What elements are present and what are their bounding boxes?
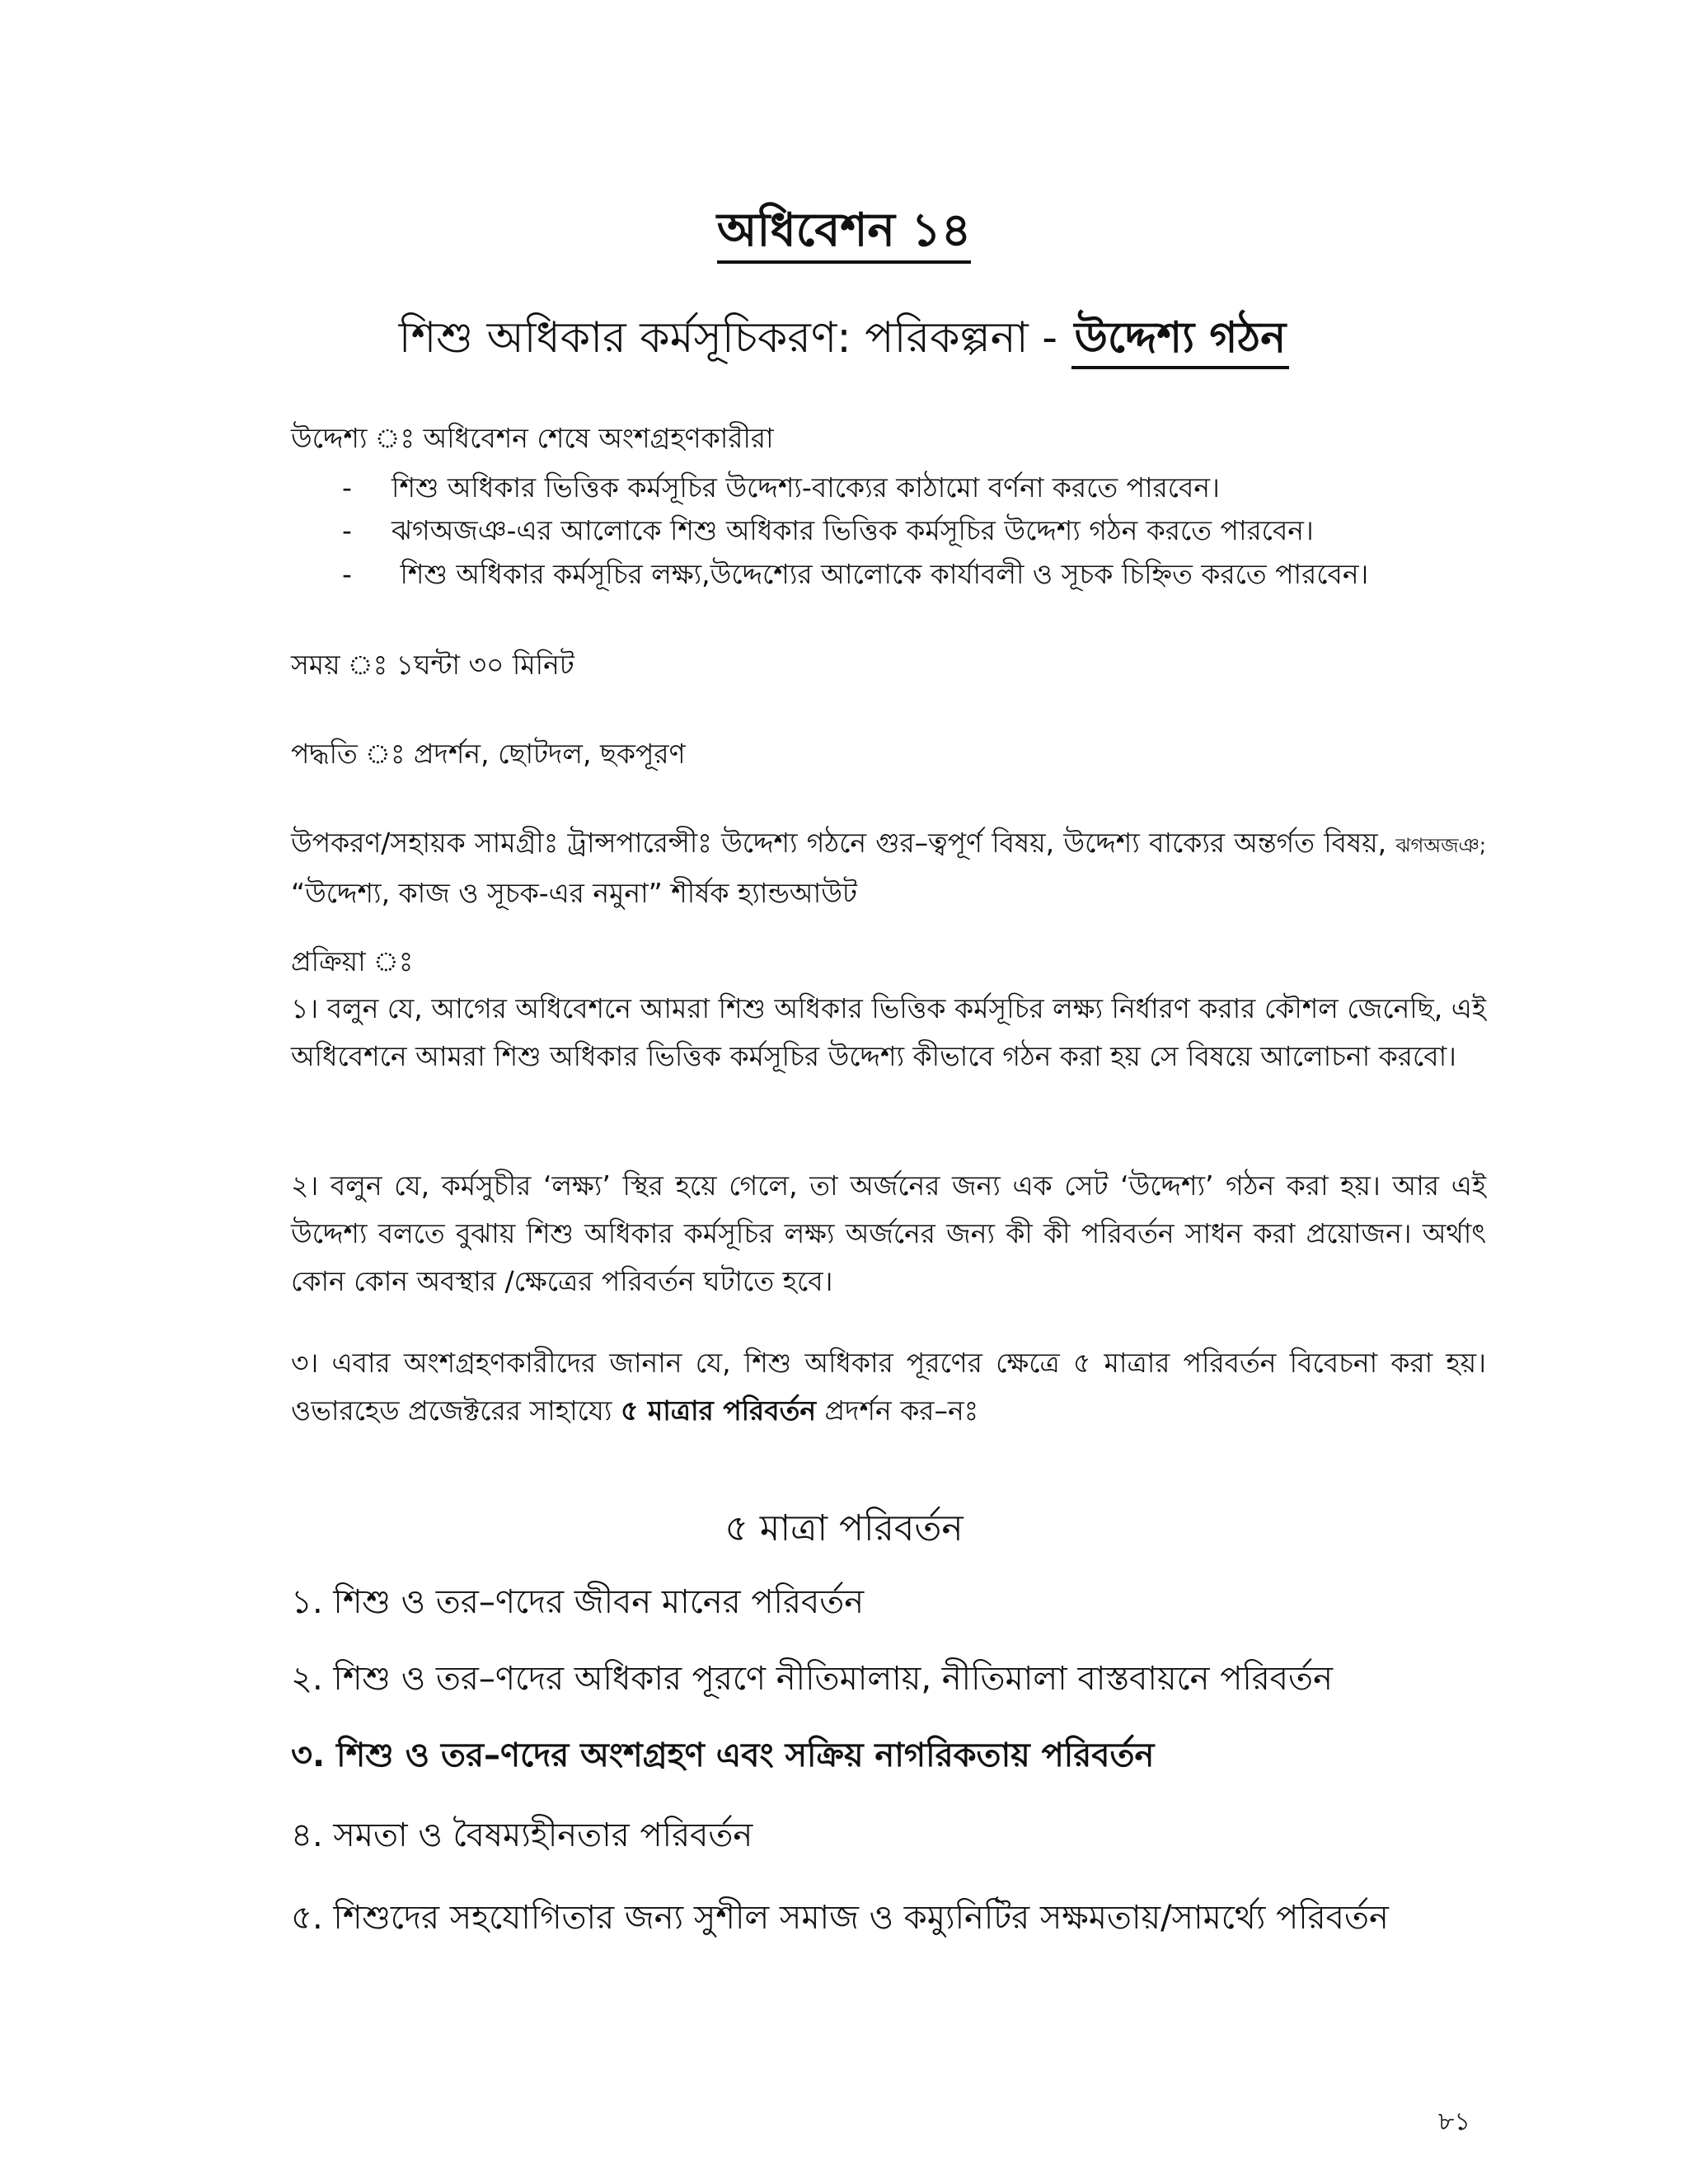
dash-marker: - — [342, 558, 352, 590]
method-line: পদ্ধতি ঃ প্রদর্শন, ছোটদল, ছকপূরণ — [291, 738, 686, 770]
objective-item — [342, 466, 1220, 510]
dimension-item: ৪. সমতা ও বৈষম্যহীনতার পরিবর্তন — [291, 1816, 753, 1854]
dimension-item: ২. শিশু ও তর–ণদের অধিকার পূরণে নীতিমালায়, নীতিমালা বাস্তবায়নে পরিবর্তন — [291, 1660, 1333, 1698]
dash-marker: - — [342, 514, 352, 546]
page-title-underlined: উদ্দেশ্য গঠন — [1071, 313, 1290, 369]
five-dimensions-heading: ৫ মাত্রা পরিবর্তন — [724, 1507, 964, 1549]
materials-text-2: “উদ্দেশ্য, কাজ ও সূচক-এর নমুনা” শীর্ষক হ্যান্ডআউট — [291, 877, 857, 909]
objective-text: শিশু অধিকার ভিত্তিক কর্মসূচির উদ্দেশ্য-বাক্যের কাঠামো বর্ণনা করতে পারবেন। — [392, 471, 1220, 504]
step-3-text-a: ৩। এবার অংশগ্রহণকারীদের জানান যে, শিশু অধিকার পূরণের ক্ষেত্রে ৫ মাত্রার পরিবর্তন বিবেচনা করা হয়। ওভারহেড প্রজেক্টরের সাহায্যে — [291, 1347, 1486, 1427]
step-3-text-b: প্রদর্শন কর–নঃ — [816, 1394, 979, 1427]
dash-marker: - — [342, 471, 352, 504]
page-title-prefix: শিশু অধিকার কর্মসূচিকরণ: পরিকল্পনা - — [398, 313, 1071, 363]
procedure-step-3 — [291, 1339, 1486, 1435]
time-line: সময় ঃ ১ঘন্টা ৩০ মিনিট — [291, 649, 574, 681]
page-number: ৮১ — [1438, 2107, 1470, 2136]
procedure-label: প্রক্রিয়া ঃ — [291, 945, 414, 977]
objective-text: ঝগঅজঞ-এর আলোকে শিশু অধিকার ভিত্তিক কর্মসূচির উদ্দেশ্য গঠন করতে পারবেন। — [392, 514, 1314, 546]
procedure-step-2: ২। বলুন যে, কর্মসুচীর ‘লক্ষ্য’ স্থির হয়ে গেলে, তা অর্জনের জন্য এক সেট ‘উদ্দেশ্য’ গঠন করা হয়। আর এই উদ্দেশ্য বলতে বুঝায় শিশু অধিকার কর্মসূচির লক্ষ্য অর্জনের জন্য কী কী পরিবর্তন সাধন করা প্রয়োজন। অর্থাৎ কোন কোন অবস্থার /ক্ষেত্রের পরিবর্তন ঘটাতে হবে। — [291, 1169, 1486, 1297]
materials-paragraph — [291, 819, 1486, 917]
dimension-item: ৫. শিশুদের সহযোগিতার জন্য সুশীল সমাজ ও কম্যুনিটির সক্ষমতায়/সামর্থ্যে পরিবর্তন — [291, 1899, 1389, 1937]
materials-small-text: ঝগঅজঞ; — [1395, 834, 1486, 857]
objective-text: শিশু অধিকার কর্মসূচির লক্ষ্য,উদ্দেশ্যের আলোকে কার্যাবলী ও সূচক চিহ্নিত করতে পারবেন। — [392, 558, 1369, 590]
dimension-item: ৩. শিশু ও তর–ণদের অংশগ্রহণ এবং সক্রিয় নাগরিকতায় পরিবর্তন — [291, 1736, 1155, 1774]
materials-text-1: উপকরণ/সহায়ক সামগ্রীঃ ট্রান্সপারেন্সীঃ উদ্দেশ্য গঠনে গুর–ত্বপূর্ণ বিষয়, উদ্দেশ্য বাক্যের অন্তর্গত বিষয়, — [291, 827, 1396, 859]
objective-item — [342, 509, 1314, 553]
objective-item — [342, 552, 1368, 597]
session-title-text: অধিবেশন ১৪ — [717, 204, 971, 264]
procedure-step-1: ১। বলুন যে, আগের অধিবেশনে আমরা শিশু অধিকার ভিত্তিক কর্মসূচির লক্ষ্য নির্ধারণ করার কৌশল জেনেছি, এই অধিবেশনে আমরা শিশু অধিকার ভিত্তিক কর্মসূচির উদ্দেশ্য কীভাবে গঠন করা হয় সে বিষয়ে আলোচনা করবো। — [291, 992, 1486, 1072]
dimension-item: ১. শিশু ও তর–ণদের জীবন মানের পরিবর্তন — [291, 1583, 865, 1621]
step-3-bold: ৫ মাত্রার পরিবর্তন — [620, 1394, 817, 1427]
objectives-label: উদ্দেশ্য ঃ অধিবেশন শেষে অংশগ্রহণকারীরা — [291, 422, 774, 454]
page-title — [0, 305, 1688, 371]
session-title — [0, 198, 1688, 264]
